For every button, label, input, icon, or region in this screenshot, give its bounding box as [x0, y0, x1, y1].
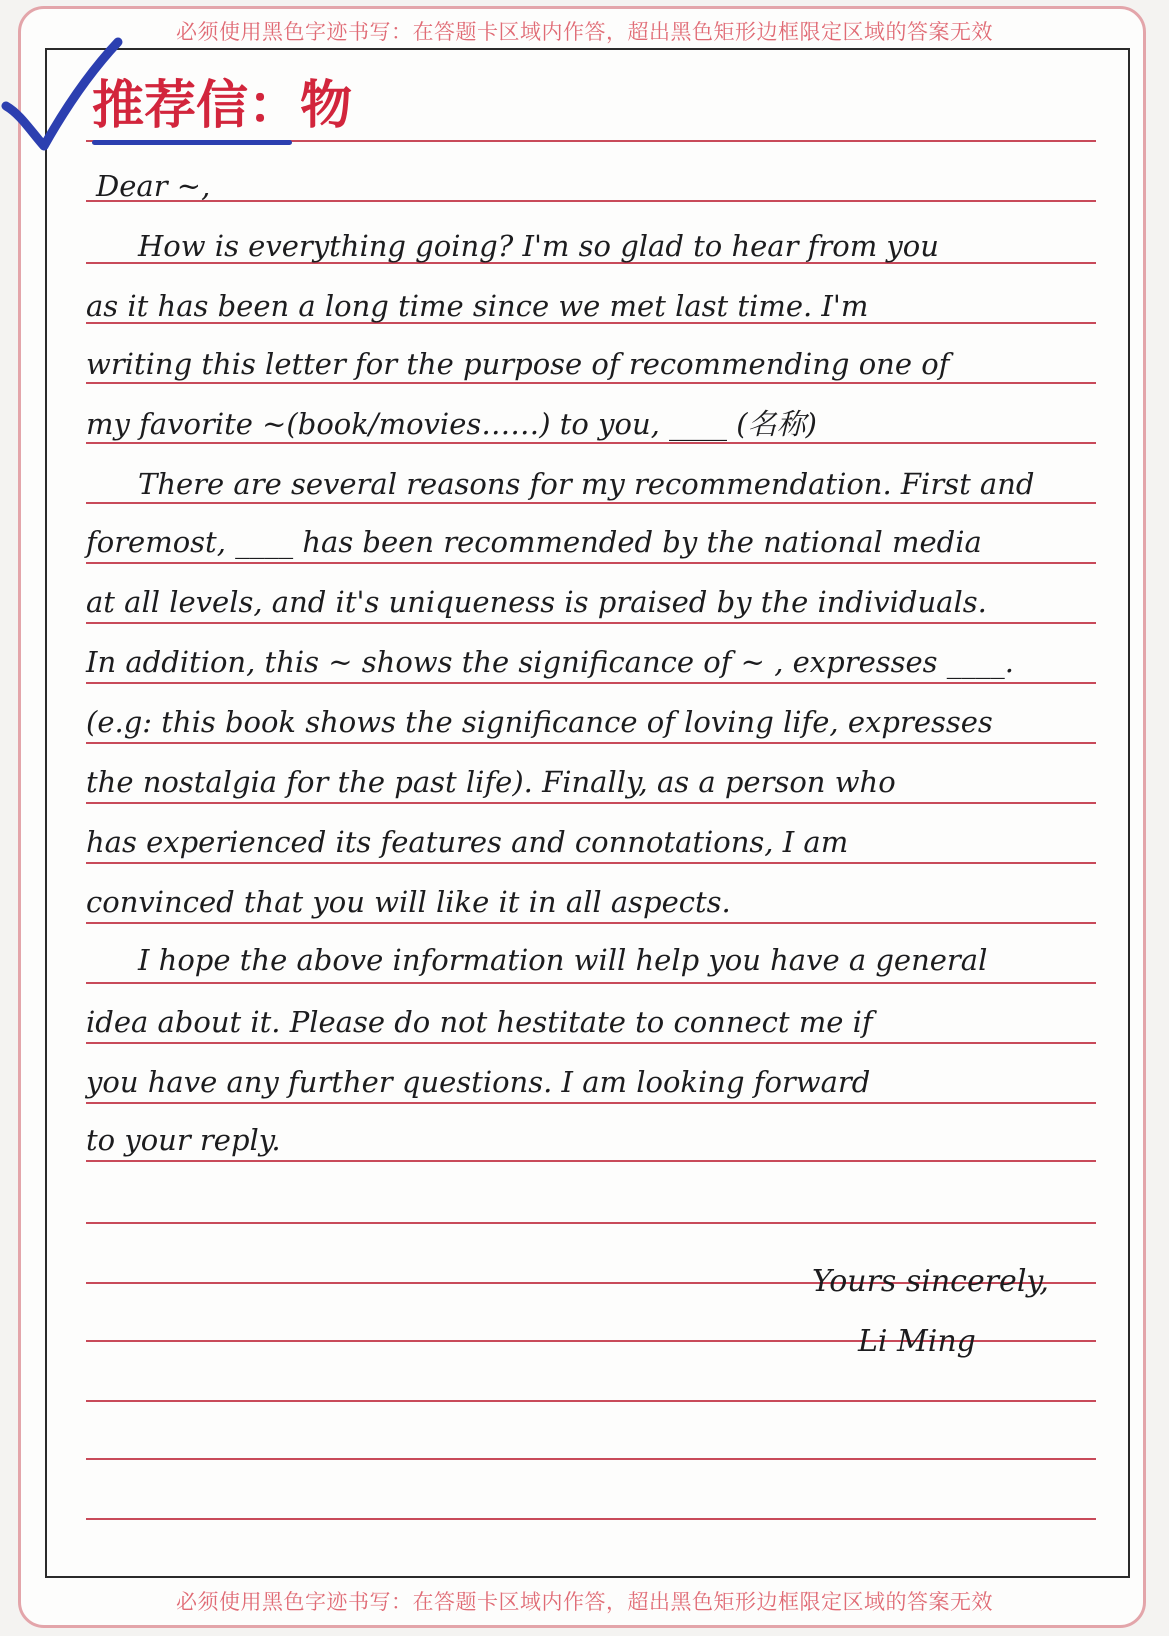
letter-line: In addition, this ~ shows the significance of ~ , expresses ____. — [86, 645, 1014, 679]
ruled-line — [86, 862, 1096, 864]
ruled-line — [86, 922, 1096, 924]
letter-line: I hope the above information will help you have a general — [138, 943, 988, 977]
ruled-line — [86, 1160, 1096, 1162]
ruled-line — [86, 1458, 1096, 1460]
ruled-line — [86, 502, 1096, 504]
letter-line: my favorite ~(book/movies……) to you, ____ (名称) — [86, 407, 817, 441]
ruled-line — [86, 1222, 1096, 1224]
ruled-line — [86, 562, 1096, 564]
closing: Yours sincerely, — [812, 1264, 1049, 1299]
letter-line: How is everything going? I'm so glad to hear from you — [138, 229, 939, 263]
letter-line: convinced that you will like it in all aspects. — [86, 885, 731, 919]
letter-line: at all levels, and it's uniqueness is praised by the individuals. — [86, 585, 987, 619]
title-underline — [92, 140, 292, 145]
letter-line: idea about it. Please do not hestitate to connect me if — [86, 1005, 873, 1039]
ruled-line — [86, 1400, 1096, 1402]
ruled-line — [86, 1042, 1096, 1044]
letter-line: There are several reasons for my recommendation. First and — [138, 467, 1035, 501]
letter-line: (e.g: this book shows the significance of loving life, expresses — [86, 705, 993, 739]
warning-bottom: 必须使用黑色字迹书写：在答题卡区域内作答，超出黑色矩形边框限定区域的答案无效 — [176, 1590, 993, 1614]
signature: Li Ming — [858, 1324, 976, 1359]
page-title — [92, 76, 353, 136]
greeting: Dear ~, — [96, 169, 211, 203]
ruled-line — [86, 982, 1096, 984]
ruled-line — [86, 1518, 1096, 1520]
ruled-line — [86, 442, 1096, 444]
ruled-line — [86, 802, 1096, 804]
letter-line: as it has been a long time since we met last time. I'm — [86, 289, 869, 323]
letter-line: writing this letter for the purpose of recommending one of — [86, 347, 950, 381]
letter-line: to your reply. — [86, 1123, 281, 1157]
warning-top: 必须使用黑色字迹书写：在答题卡区域内作答，超出黑色矩形边框限定区域的答案无效 — [176, 20, 993, 44]
ruled-line — [86, 1102, 1096, 1104]
letter-line: you have any further questions. I am looking forward — [86, 1065, 871, 1099]
ruled-line — [86, 622, 1096, 624]
letter-line: the nostalgia for the past life). Finally, as a person who — [86, 765, 896, 799]
ruled-line — [86, 200, 1096, 202]
ruled-line — [86, 682, 1096, 684]
letter-line: has experienced its features and connotations, I am — [86, 825, 849, 859]
letter-line: foremost, ____ has been recommended by the national media — [86, 525, 982, 559]
title-text: 推荐信：物 — [92, 76, 353, 136]
ruled-line — [86, 382, 1096, 384]
ruled-line — [86, 742, 1096, 744]
